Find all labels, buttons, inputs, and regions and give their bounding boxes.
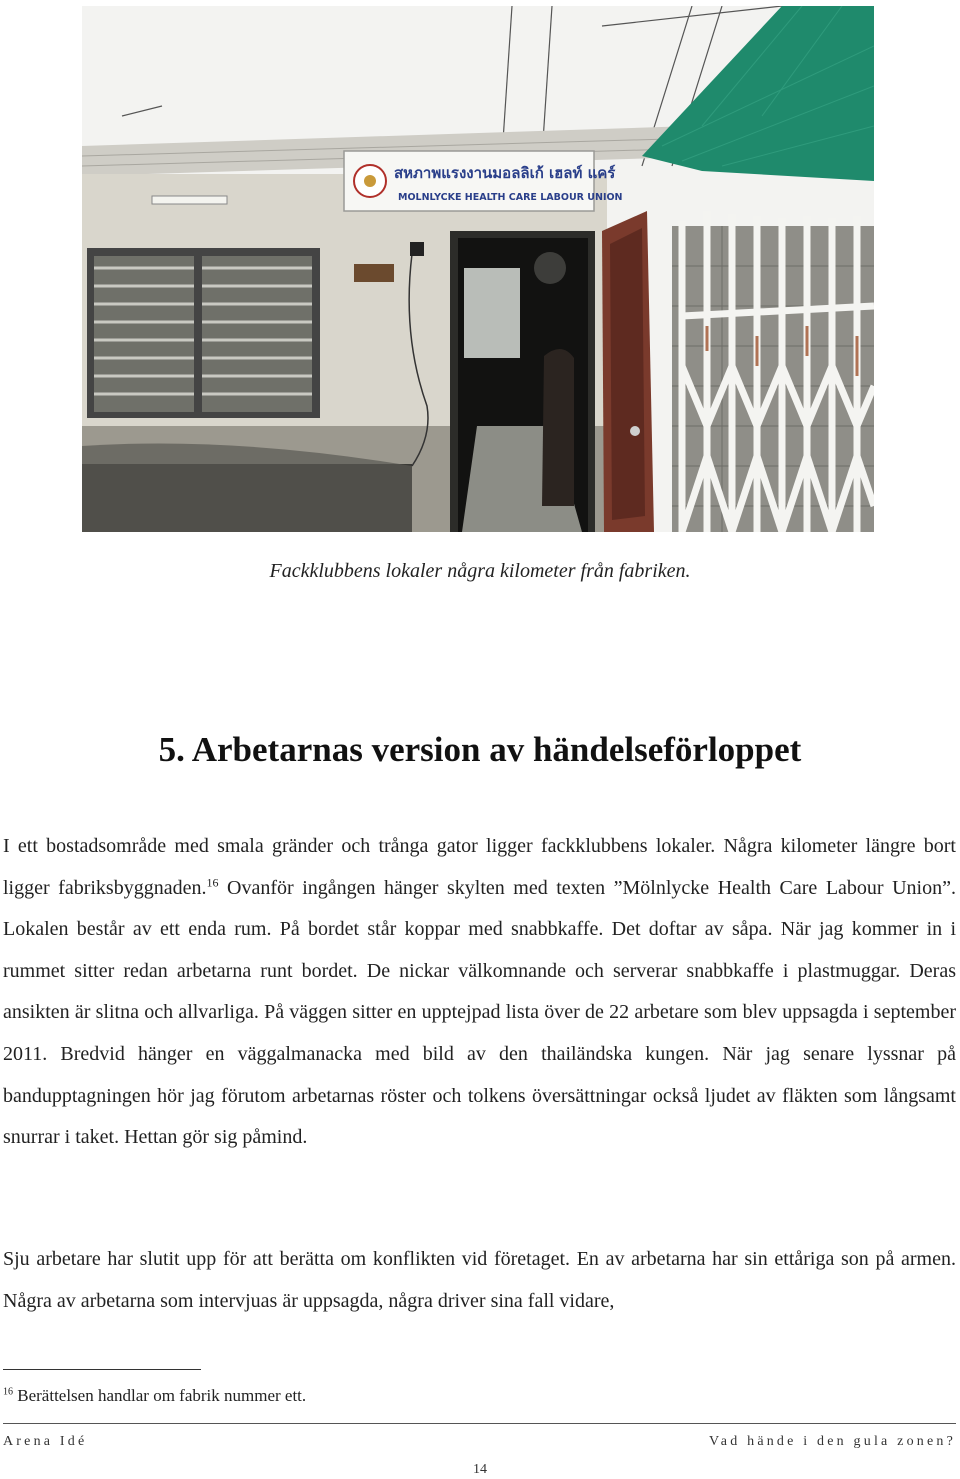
red-door [602,211,654,532]
footer-divider [3,1423,956,1424]
footnote-text: Berättelsen handlar om fabrik nummer ett. [13,1386,307,1405]
sign-english-text: MOLNLYCKE HEALTH CARE LABOUR UNION [398,192,623,203]
union-sign [344,151,623,211]
doorway [450,231,595,532]
body-paragraph-2: Sju arbetare har slutit upp för att berätta om konflikten vid företaget. En av arbetarna har sin ettåriga son på armen. Några av arbetarna som intervjuas är uppsagda, några driver sina fall vidare, [3,1248,956,1312]
page-number: 14 [473,1462,487,1477]
footnote-divider [3,1369,201,1370]
footer-publisher: Arena Idé [3,1434,88,1449]
footnote-reference[interactable]: 16 [206,874,219,889]
body-paragraph-1 [3,826,956,1159]
section-title: 5. Arbetarnas version av händelseförloppet [158,730,802,769]
sign-thai-text: สหภาพแรงงานมอลลิเก้ เฮลท์ แคร์ [394,164,616,182]
footer-report-title: Vad hände i den gula zonen? [709,1434,956,1449]
union-office-photo [82,6,874,532]
footnote-number: 16 [3,1386,13,1398]
paragraph-1-opening: I ett bostadsområde med smala gränder och trånga gator ligger fackklubbens lokaler. Några kilometer längre bort ligger fabriksbyggnaden. [3,835,956,899]
louvred-window [87,248,320,418]
paragraph-1-continuation: Ovanför ingången hänger skylten med texten ”Mölnlycke Health Care Labour Union”. Lokalen består av ett enda rum. På bordet står koppar med snabbkaffe. Det doftar av såpa. När jag kommer in i rummet sitter redan arbetarna runt bordet. De nickar välkomnande och serverar snabbkaffe i plastmuggar. Deras ansikten är slitna och allvarliga. På väggen sitter en upptejpad lista över de 22 arbetare som blev uppsagda i september 2011. Bredvid hänger en väggalmanacka med bild av den thailändska kungen. När jag senare lyssnar på bandupptagningen hör jag förutom arbetarnas röster och tolkens översättningar också ljudet av fläkten som långsamt snurrar i taket. Hettan gör sig påmind. [3,876,956,1149]
footnote [3,1386,306,1406]
figure-caption: Fackklubbens lokaler några kilometer från fabriken. [269,560,691,582]
